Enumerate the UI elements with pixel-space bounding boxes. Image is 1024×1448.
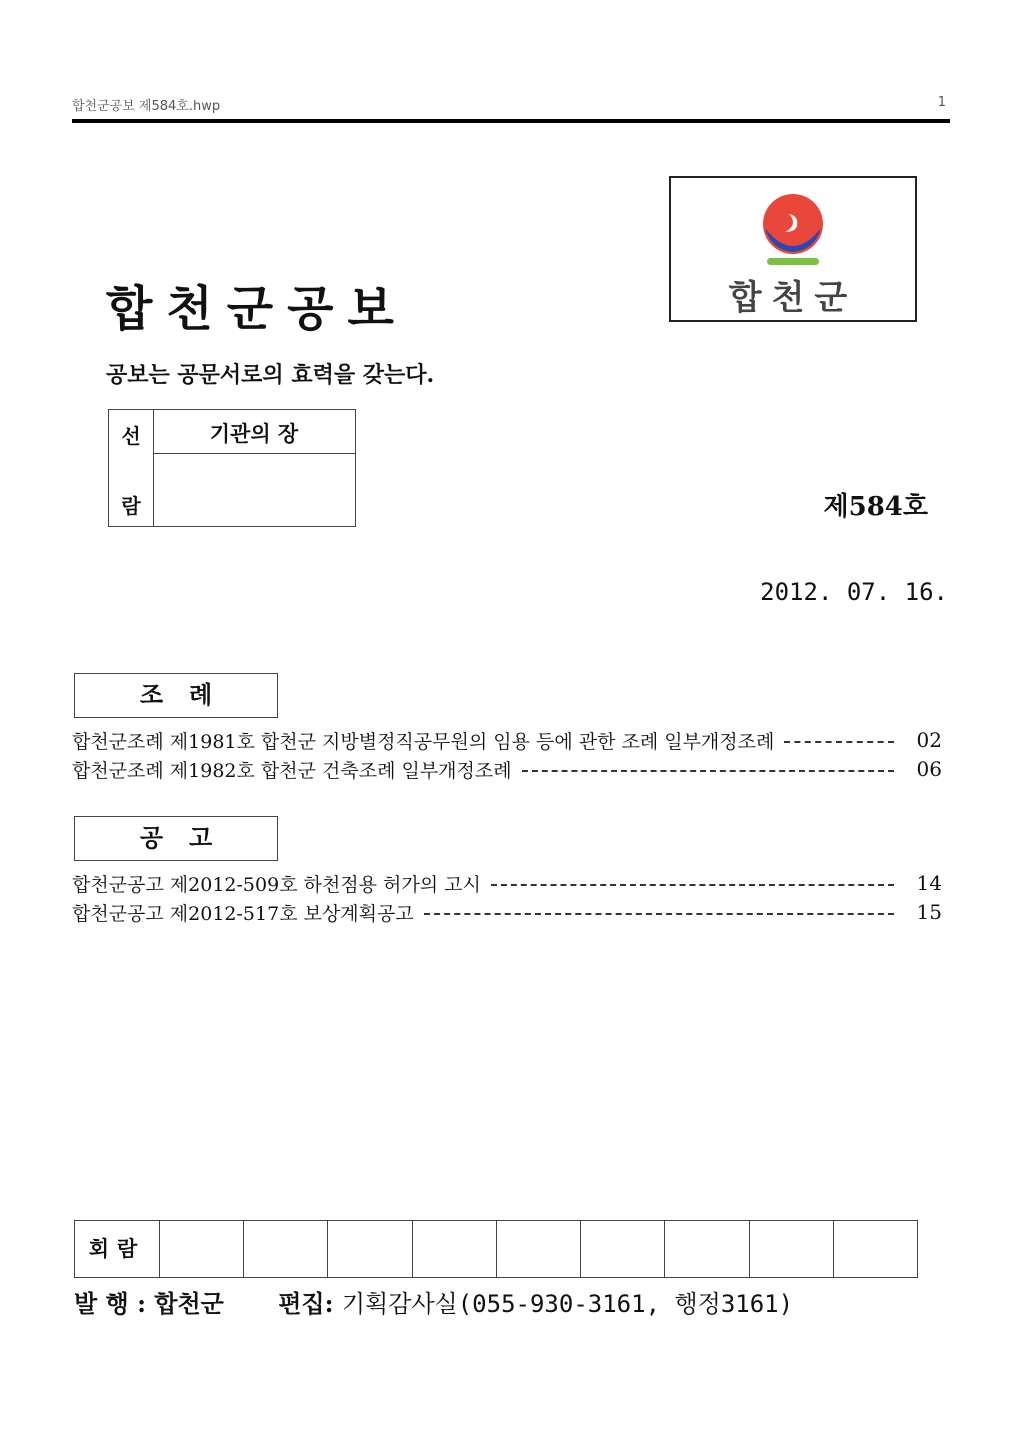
logo-box bbox=[669, 176, 917, 322]
issue-date: 2012. 07. 16. bbox=[760, 578, 948, 606]
toc-leader bbox=[424, 913, 894, 915]
toc-leader bbox=[522, 770, 894, 772]
toc-page-number: 15 bbox=[916, 900, 942, 924]
approval-divider bbox=[153, 453, 355, 454]
issue-number: 제584호 bbox=[823, 492, 928, 522]
footer-editor-label: 편집: bbox=[278, 1289, 334, 1318]
approval-label-bottom: 람 bbox=[121, 494, 141, 518]
toc-page-number: 02 bbox=[916, 728, 942, 752]
approval-label-top: 선 bbox=[121, 424, 141, 448]
footer-contact: 기획감사실(055-930-3161, 행정3161) bbox=[341, 1290, 794, 1318]
footer-publisher: 발 행 : 합천군 bbox=[74, 1289, 224, 1318]
toc-page-number: 06 bbox=[916, 757, 942, 781]
header-filename: 합천군공보 제584호.hwp bbox=[72, 99, 221, 114]
toc-row[interactable] bbox=[72, 869, 942, 897]
footer bbox=[74, 1284, 793, 1319]
toc-entry-text: 합천군조례 제1981호 합천군 지방별정직공무원의 임용 등에 관한 조례 일부개정조례 bbox=[72, 730, 775, 753]
approval-table bbox=[108, 409, 356, 527]
toc-page-number: 14 bbox=[916, 871, 942, 895]
circulation-cell bbox=[159, 1221, 243, 1277]
toc-row[interactable] bbox=[72, 898, 942, 926]
circulation-table bbox=[74, 1220, 918, 1278]
header-divider bbox=[72, 119, 950, 123]
tagline: 공보는 공문서로의 효력을 갖는다. bbox=[106, 362, 435, 388]
hapcheon-emblem-icon bbox=[755, 192, 831, 274]
circulation-cell bbox=[327, 1221, 411, 1277]
circulation-cell bbox=[749, 1221, 833, 1277]
circulation-cell bbox=[243, 1221, 327, 1277]
toc-row[interactable] bbox=[72, 726, 942, 754]
section-title-notice: 공고 bbox=[74, 816, 278, 861]
toc-entry-text: 합천군조례 제1982호 합천군 건축조례 일부개정조례 bbox=[72, 759, 512, 782]
approval-header: 기관의 장 bbox=[209, 421, 299, 446]
page-title: 합천군공보 bbox=[106, 281, 408, 337]
toc-entry-text: 합천군공고 제2012-509호 하천점용 허가의 고시 bbox=[72, 873, 481, 896]
circulation-cell bbox=[412, 1221, 496, 1277]
toc-leader bbox=[491, 884, 894, 886]
circulation-cell bbox=[833, 1221, 917, 1277]
logo-text: 합천군 bbox=[728, 278, 858, 318]
toc-entry-text: 합천군공고 제2012-517호 보상계획공고 bbox=[72, 902, 414, 925]
circulation-cell bbox=[664, 1221, 748, 1277]
circulation-cell bbox=[496, 1221, 580, 1277]
circulation-cell bbox=[580, 1221, 664, 1277]
section-title-ordinance: 조례 bbox=[74, 673, 278, 718]
toc-leader bbox=[784, 741, 894, 743]
toc-row[interactable] bbox=[72, 755, 942, 783]
header-page-number: 1 bbox=[937, 95, 946, 110]
circulation-label: 회람 bbox=[88, 1236, 146, 1261]
